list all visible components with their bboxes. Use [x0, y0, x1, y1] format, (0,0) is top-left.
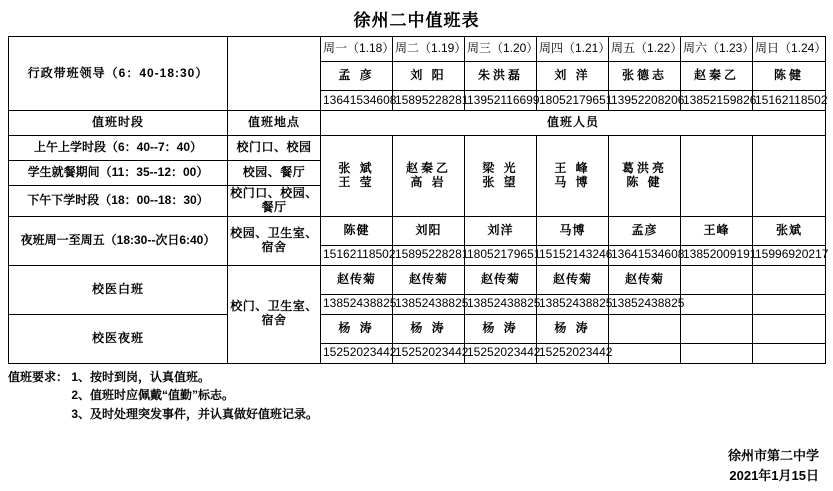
leader-row-spacer — [228, 37, 321, 111]
doctor-day-name — [681, 265, 753, 294]
day-staff-mon — [321, 136, 393, 217]
requirements-block — [8, 368, 825, 424]
day-header-sat: 周六（1.23） — [681, 37, 753, 62]
leader-phone: 13952116699 — [465, 91, 537, 111]
table-row-day-headers — [9, 37, 826, 62]
day-staff-line: 张 望 — [482, 174, 519, 189]
duty-roster-table — [8, 36, 829, 364]
signature-date: 2021年1月15日 — [729, 467, 819, 483]
page-title: 徐州二中值班表 — [353, 11, 480, 30]
leader-name: 刘 阳 — [393, 62, 465, 91]
doctor-day-phone: 13852438825 — [537, 294, 609, 314]
leader-phone: 13852159826 — [681, 91, 753, 111]
day-header-sun: 周日（1.24） — [753, 37, 826, 62]
doctor-night-phone — [681, 343, 753, 363]
leader-name: 刘 洋 — [537, 62, 609, 91]
day-shift-time: 下午下学时段（18：00--18：30） — [9, 186, 228, 217]
day-shift-place: 校园、餐厅 — [228, 161, 321, 186]
table-row-subheader — [9, 111, 826, 136]
leader-name: 陈健 — [753, 62, 826, 91]
day-staff-sat — [681, 136, 753, 217]
night-shift-place: 校园、卫生室、宿舍 — [228, 216, 321, 265]
doctor-night-phone: 15252023442 — [393, 343, 465, 363]
leader-name: 赵秦乙 — [681, 62, 753, 91]
day-header-tue: 周二（1.19） — [393, 37, 465, 62]
leader-phone: 15162118502 — [753, 91, 826, 111]
night-phone: 15895228281 — [393, 245, 465, 265]
doctor-day-name — [753, 265, 826, 294]
duty-people-header: 值班人员 — [321, 111, 826, 136]
leader-phone: 13641534608 — [321, 91, 393, 111]
doctor-day-phone: 13852438825 — [321, 294, 393, 314]
doctor-day-name: 赵传菊 — [393, 265, 465, 294]
leader-phone: 13952208206 — [609, 91, 681, 111]
night-phone: 13852009191 — [681, 245, 753, 265]
night-name: 孟彦 — [609, 216, 681, 245]
doctor-day-phone: 13852438825 — [465, 294, 537, 314]
requirements-list — [71, 368, 318, 424]
day-staff-line: 王 莹 — [338, 174, 375, 189]
day-staff-line: 马 博 — [554, 174, 591, 189]
night-name: 陈健 — [321, 216, 393, 245]
night-shift-time: 夜班周一至周五（18:30--次日6:40） — [9, 216, 228, 265]
doctor-day-name: 赵传菊 — [465, 265, 537, 294]
doctor-night-phone: 15252023442 — [537, 343, 609, 363]
doctor-night-phone: 15252023442 — [465, 343, 537, 363]
duty-place-header: 值班地点 — [228, 111, 321, 136]
day-header-mon: 周一（1.18） — [321, 37, 393, 62]
doctor-night-phone — [609, 343, 681, 363]
night-phone: 15996920217 — [753, 245, 826, 265]
day-shift-place: 校门口、校园、餐厅 — [228, 186, 321, 217]
day-shift-time: 学生就餐期间（11：35--12：00） — [9, 161, 228, 186]
day-staff-line: 王 峰 — [554, 161, 591, 175]
leader-name: 朱洪磊 — [465, 62, 537, 91]
leader-name: 孟 彦 — [321, 62, 393, 91]
day-staff-line: 葛洪亮 — [621, 161, 667, 175]
signature-org: 徐州市第二中学 — [727, 448, 819, 463]
doctor-day-label: 校医白班 — [9, 265, 228, 314]
doctor-night-phone: 15252023442 — [321, 343, 393, 363]
day-header-thu: 周四（1.21） — [537, 37, 609, 62]
doctor-night-label: 校医夜班 — [9, 314, 228, 363]
night-name: 王峰 — [681, 216, 753, 245]
doctor-night-name: 杨 涛 — [321, 314, 393, 343]
day-staff-line: 陈 健 — [626, 174, 663, 189]
day-shift-place: 校门口、校园 — [228, 136, 321, 161]
requirement-item: 2、值班时应佩戴“值勤”标志。 — [71, 388, 235, 403]
doctor-night-phone — [753, 343, 826, 363]
doctor-day-phone: 13852438825 — [609, 294, 681, 314]
day-staff-line: 梁 光 — [482, 161, 519, 175]
doctor-night-name — [609, 314, 681, 343]
day-staff-line: 高 岩 — [410, 174, 447, 189]
doctor-place: 校门、卫生室、宿舍 — [228, 265, 321, 363]
doctor-night-name — [681, 314, 753, 343]
day-staff-fri — [609, 136, 681, 217]
requirements-heading: 值班要求： — [8, 369, 69, 384]
doctor-day-name: 赵传菊 — [609, 265, 681, 294]
doctor-night-name: 杨 涛 — [465, 314, 537, 343]
doctor-night-name: 杨 涛 — [393, 314, 465, 343]
table-row-doctor-night-names — [9, 314, 826, 343]
table-row-day-shift-1 — [9, 136, 826, 161]
night-name: 马博 — [537, 216, 609, 245]
leader-phone: 15895228281 — [393, 91, 465, 111]
leader-row-label: 行政带班领导（6：40-18:30） — [9, 37, 228, 111]
doctor-night-name — [753, 314, 826, 343]
day-header-fri: 周五（1.22） — [609, 37, 681, 62]
day-shift-time: 上午上学时段（6：40--7：40） — [9, 136, 228, 161]
table-row-night-names — [9, 216, 826, 245]
night-name: 张斌 — [753, 216, 826, 245]
doctor-day-phone: 13852438825 — [393, 294, 465, 314]
leader-name: 张德志 — [609, 62, 681, 91]
day-staff-wed — [465, 136, 537, 217]
doctor-day-phone — [681, 294, 753, 314]
day-staff-thu — [537, 136, 609, 217]
day-header-wed: 周三（1.20） — [465, 37, 537, 62]
requirement-item: 1、按时到岗，认真值班。 — [71, 369, 211, 384]
duty-time-header: 值班时段 — [9, 111, 228, 136]
doctor-day-name: 赵传菊 — [321, 265, 393, 294]
night-phone: 13641534608 — [609, 245, 681, 265]
night-name: 刘阳 — [393, 216, 465, 245]
doctor-day-name: 赵传菊 — [537, 265, 609, 294]
day-staff-sun — [753, 136, 826, 217]
day-staff-line: 张 斌 — [338, 161, 375, 175]
day-staff-line: 赵秦乙 — [405, 161, 451, 175]
leader-phone: 18052179651 — [537, 91, 609, 111]
table-row-doctor-day-names — [9, 265, 826, 294]
doctor-day-phone — [753, 294, 826, 314]
signature-block — [728, 446, 819, 485]
night-phone: 18052179651 — [465, 245, 537, 265]
doctor-night-name: 杨 涛 — [537, 314, 609, 343]
night-phone: 15152143246 — [537, 245, 609, 265]
night-phone: 15162118502 — [321, 245, 393, 265]
night-name: 刘洋 — [465, 216, 537, 245]
requirement-item: 3、及时处理突发事件，并认真做好值班记录。 — [71, 406, 319, 421]
day-staff-tue — [393, 136, 465, 217]
